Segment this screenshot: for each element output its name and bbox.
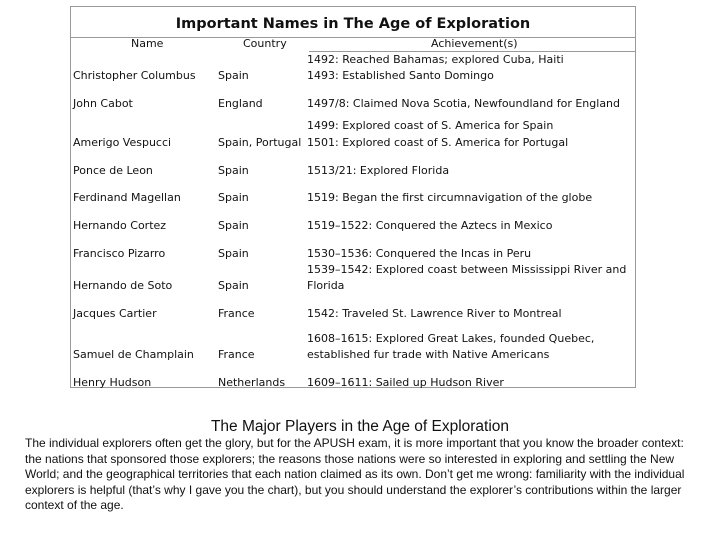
row-name: Ferdinand Magellan (73, 191, 181, 204)
row-achievement-line: 1497/8: Claimed Nova Scotia, Newfoundland for England (307, 97, 621, 110)
header-divider (309, 51, 635, 52)
caption-heading: The Major Players in the Age of Exploration (210, 418, 510, 435)
row-name: Francisco Pizarro (73, 247, 166, 260)
row-achievement-line: established fur trade with Native Americans (307, 348, 550, 361)
row-country: Spain, Portugal (218, 136, 302, 149)
row-country: France (218, 307, 255, 320)
header-name: Name (131, 37, 164, 50)
row-achievement-line: 1499: Explored coast of S. America for Spain (307, 119, 554, 132)
row-achievement-line: 1539–1542: Explored coast between Mississippi River and (307, 263, 627, 276)
table-title: Important Names in The Age of Exploration (175, 16, 531, 32)
row-achievement-line: 1513/21: Explored Florida (307, 164, 450, 177)
row-achievement-line: 1501: Explored coast of S. America for Portugal (307, 136, 569, 149)
row-country: Spain (218, 247, 249, 260)
row-achievement-line: 1492: Reached Bahamas; explored Cuba, Haiti (307, 53, 564, 66)
row-achievement-line: 1530–1536: Conquered the Incas in Peru (307, 247, 532, 260)
row-name: Ponce de Leon (73, 164, 153, 177)
row-name: Amerigo Vespucci (73, 136, 172, 149)
row-achievement-line: 1542: Traveled St. Lawrence River to Montreal (307, 307, 562, 320)
row-achievement-line: 1609–1611: Sailed up Hudson River (307, 376, 504, 389)
body-paragraph: The individual explorers often get the glory, but for the APUSH exam, it is more important that you know the broader context: the nations that sponsored those explorers; the reasons those nations were so interested in exploring and settling the New World; and the geographical territories that each nation claimed as its own. Don’t get me wrong: familiarity with the individual explorers is helpful (that’s why I gave you the chart), but you should understand the explorer’s contributions within the larger context of the age. (25, 436, 685, 513)
header-achievement: Achievement(s) (431, 37, 518, 50)
row-country: Spain (218, 164, 249, 177)
row-country: Spain (218, 69, 249, 82)
row-name: Hernando Cortez (73, 219, 167, 232)
row-country: Spain (218, 279, 249, 292)
row-achievement-line: Florida (307, 279, 345, 292)
row-achievement-line: 1519: Began the first circumnavigation of the globe (307, 191, 593, 204)
row-achievement-line: 1608–1615: Explored Great Lakes, founded Quebec, (307, 332, 595, 345)
row-achievement-line: 1493: Established Santo Domingo (307, 69, 494, 82)
row-country: France (218, 348, 255, 361)
row-achievement-line: 1519–1522: Conquered the Aztecs in Mexico (307, 219, 553, 232)
row-country: Spain (218, 191, 249, 204)
slide-frame (70, 6, 636, 388)
header-country: Country (243, 37, 287, 50)
row-name: Jacques Cartier (73, 307, 157, 320)
row-country: Netherlands (218, 376, 286, 389)
row-name: Christopher Columbus (73, 69, 196, 82)
row-country: Spain (218, 219, 249, 232)
row-name: John Cabot (73, 97, 133, 110)
row-name: Samuel de Champlain (73, 348, 194, 361)
row-name: Henry Hudson (73, 376, 152, 389)
row-country: England (218, 97, 263, 110)
row-name: Hernando de Soto (73, 279, 173, 292)
